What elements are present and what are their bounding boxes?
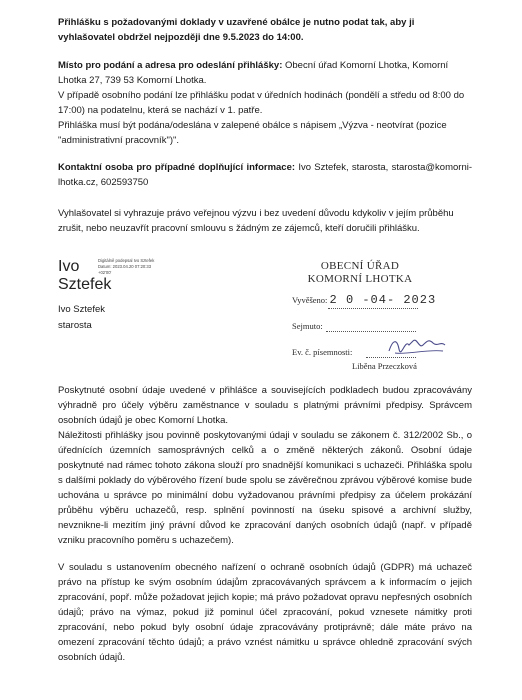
signature-block bbox=[58, 258, 258, 338]
stamp-office-line1: OBECNÍ ÚŘAD bbox=[320, 260, 400, 272]
stamp-posted-date: 2 0 -04- 2023 bbox=[329, 293, 437, 307]
stamp-posted-row bbox=[292, 294, 436, 306]
signatory-name: Ivo Sztefek bbox=[58, 304, 105, 315]
address-paragraph bbox=[58, 58, 472, 88]
stamp-removed-label: Sejmuto: bbox=[292, 321, 323, 331]
address-heading: Místo pro podání a adresa pro odeslání přihlášky: bbox=[58, 60, 283, 71]
handwritten-initials-icon bbox=[387, 335, 447, 357]
deadline-text: Přihlášku s požadovanými doklady v uzavřené obálce je nutno podat tak, aby ji vyhlašovatel obdržel nejpozději dne 9.5.2023 do 14:00. bbox=[58, 17, 415, 43]
digital-signature-info: Digitálně podepsal Ivo Sztefek Datum: 2023.04.20 07:20:33 +02'00' bbox=[98, 258, 155, 275]
envelope-paragraph: Přihláška musí být podána/odeslána v zalepené obálce s nápisem „Výzva - neotvírat (pozice "administrativní pracovník")". bbox=[58, 120, 447, 146]
contact-heading: Kontaktní osoba pro případné doplňující informace: bbox=[58, 162, 296, 173]
stamp-clerk-name: Liběna Przeczková bbox=[352, 361, 417, 371]
signature-last-name: Sztefek bbox=[58, 276, 112, 293]
stamp-reference-label: Ev. č. písemnosti: bbox=[292, 347, 353, 357]
contact-paragraph bbox=[58, 160, 472, 190]
personal-submission-paragraph: V případě osobního podání lze přihlášku podat v úředních hodinách (pondělí a středu od 8:00 do 17:00) na podatelnu, která se nachází v 1. patře. bbox=[58, 90, 465, 116]
address-text: Obecní úřad Komorní Lhotka, Komorní Lhotka 27, 739 53 Komorní Lhotka. bbox=[58, 60, 449, 86]
stamp-office-line2: KOMORNÍ LHOTKA bbox=[307, 273, 413, 285]
data-processing-paragraph: Poskytnuté osobní údaje uvedené v přihlášce a souvisejících podkladech budou zpracovávány výhradně pro účely výběru zaměstnance v souladu s platnými právními předpisy. Správcem osobních údajů je obec Komorní Lhotka. bbox=[58, 385, 472, 426]
gdpr-rights-paragraph: V souladu s ustanovením obecného nařízení o ochraně osobních údajů (GDPR) má uchazeč právo na přístup ke svým osobním údajům zpracovávaných správcem a k informacím o jejich zpracování, popř. může požadovat jejich kopie; má právo požadovat opravu nepřesných osobních údajů; právo na výmaz, pokud již pominul účel zpracování, pokud vznesete námitky proti zpracování, nebo pokud byly osobní údaje zpracovávány protiprávně; dále máte právo na omezení zpracování těchto údajů; a právo vznést námitku u správce ohledně zpracování svých osobních údajů. bbox=[58, 562, 472, 663]
signatory-role: starosta bbox=[58, 320, 92, 331]
deadline-paragraph bbox=[58, 15, 472, 45]
office-stamp bbox=[282, 260, 482, 375]
stamp-posted-label: Vyvěšeno: bbox=[292, 295, 328, 305]
signature-first-name: Ivo bbox=[58, 258, 80, 275]
application-requirements-paragraph: Náležitosti přihlášky jsou povinně poskytovanými údaji v souladu se zákonem č. 312/2002 Sb., o úřednících územních samosprávných celků a o změně některých zákonů. Osobní údaje poskytnuté nad rámec tohoto zákona slouží pro snadnější komunikaci s uchazeči. Přihláška spolu s dalšími poklady do výběrového řízení bude spolu se závěrečnou zprávou výběrové komise bude uchována u správce po minimální dobu vyžadovanou právními předpisy za účelem prokázání průběhu výběru uchazečů, resp. splnění povinností na úseku spisové a archivní služby, nevznikne-li mezitím jiný právní důvod ke zpracování daných osobních údajů (např. v případě vzniku pracovního poměru s uchazečem). bbox=[58, 430, 472, 546]
reservation-paragraph: Vyhlašovatel si vyhrazuje právo veřejnou výzvu i bez uvedení důvodu kdykoliv v jejím průběhu zrušit, nebo neuzavřít pracovní smlouvu s žádným ze zájemců, kteří doručili přihlášku. bbox=[58, 208, 454, 234]
contact-text: Ivo Sztefek, starosta, starosta@komorni-lhotka.cz, 602593750 bbox=[58, 162, 472, 188]
